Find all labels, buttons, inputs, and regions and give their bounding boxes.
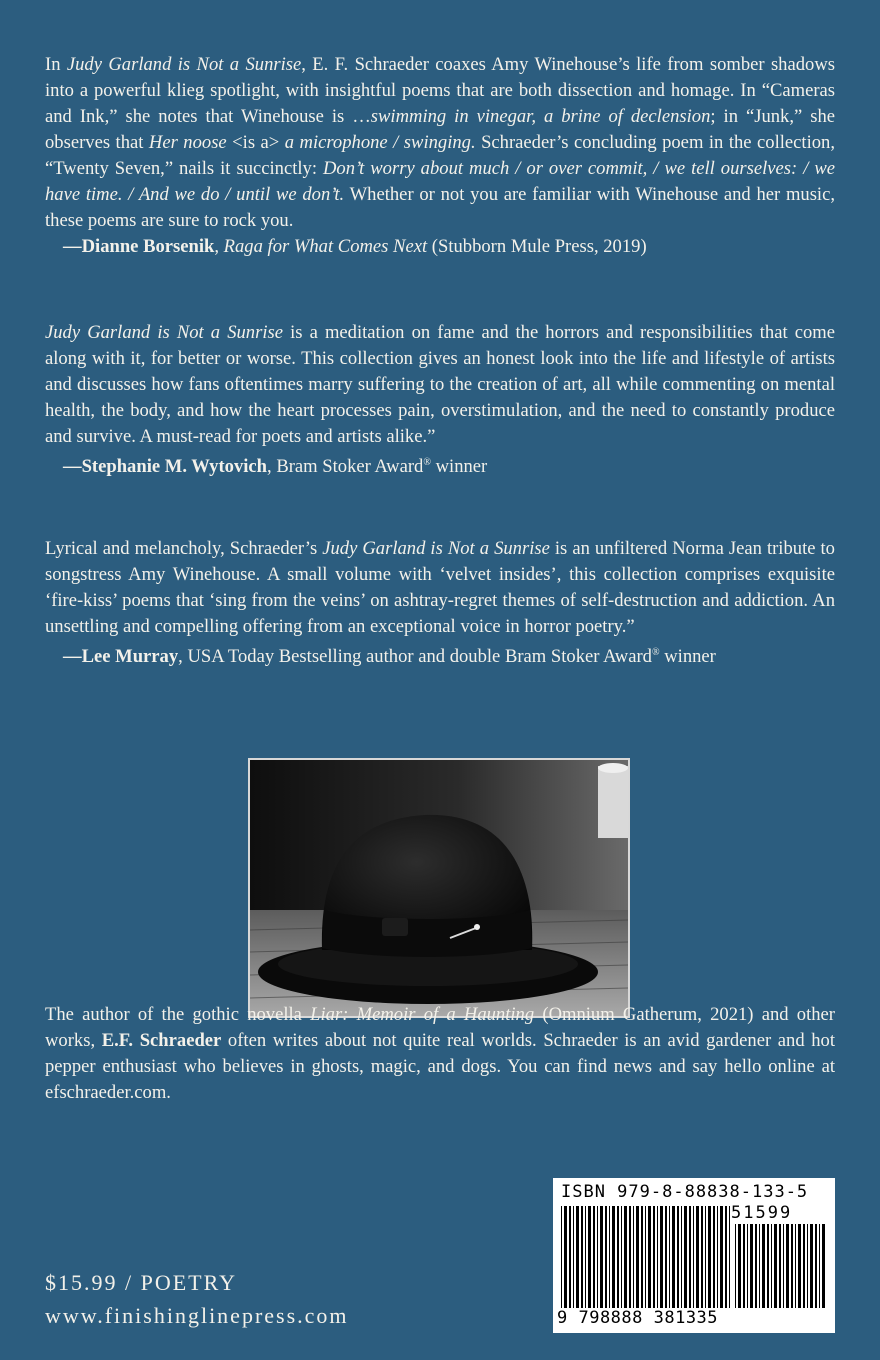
barcode-bar [576, 1206, 579, 1308]
reviewer-name: —Stephanie M. Wytovich [63, 456, 268, 478]
review-text [45, 536, 835, 640]
text-run: In [45, 54, 67, 75]
text-run: <is a> [226, 132, 285, 153]
reviewer-credentials-tail: winner [659, 646, 716, 668]
barcode-bar [633, 1206, 634, 1308]
barcode-bar [653, 1206, 655, 1308]
barcode-bar [636, 1206, 639, 1308]
barcode-bar [713, 1206, 715, 1308]
barcode-bar [624, 1206, 627, 1308]
barcode-bar [585, 1206, 586, 1308]
reviewer-publisher: (Stubborn Mule Press, 2019) [427, 236, 647, 257]
barcode-bar [593, 1206, 595, 1308]
barcode-bar [729, 1206, 730, 1308]
attribution-separator: , [214, 236, 224, 257]
barcode-bar [564, 1206, 567, 1308]
barcode-bar [672, 1206, 675, 1308]
barcode-bar [717, 1206, 718, 1308]
barcode-bar [720, 1206, 723, 1308]
text-run: E.F. Schraeder [101, 1030, 222, 1051]
barcode-bar [597, 1206, 598, 1308]
bio-text [45, 1002, 835, 1106]
barcode-bar [725, 1206, 727, 1308]
barcode-bar [629, 1206, 631, 1308]
text-run: often writes about not quite real worlds. Schraeder is an avid gardener and hot pepper enthusiast who believes in ghosts, magic, and dogs. You can find news and say hello online at efschraeder.com. [45, 1030, 835, 1103]
barcode-bar [645, 1206, 646, 1308]
barcode-bar [569, 1206, 571, 1308]
ean-barcode-bars [561, 1206, 731, 1316]
barcode-bar [762, 1224, 765, 1308]
barcode-bar [738, 1224, 741, 1308]
text-run: Schraeder’s concluding poem in the collection, “Twenty Seven,” nails it succinctly: [45, 132, 835, 179]
bowler-hat-photo [248, 758, 630, 1018]
barcode-bar [786, 1224, 789, 1308]
barcode-bar [735, 1224, 736, 1308]
barcode-bar [561, 1206, 562, 1308]
barcode-bar [791, 1224, 793, 1308]
isbn-label: ISBN 979-8-88838-133-5 [561, 1182, 809, 1202]
barcode-bar [684, 1206, 687, 1308]
barcode-bar [743, 1224, 745, 1308]
text-run: Judy Garland is Not a Sunrise [45, 322, 283, 343]
barcode-bar [573, 1206, 574, 1308]
barcode-bar [755, 1224, 757, 1308]
barcode-bar [807, 1224, 808, 1308]
text-run: , E. F. Schraeder coaxes Amy Winehouse’s life from somber shadows into a powerful klieg spotlight, with insightful poems that are both dissection and homage. In “Cameras and Ink,” she notes that Winehouse is … [45, 54, 835, 127]
text-run: Whether or not you are familiar with Winehouse and her music, these poems are sure to rock you. [45, 184, 836, 231]
text-run: (Omnium Gatherum, 2021) and other works, [45, 1004, 835, 1051]
barcode-bar [696, 1206, 699, 1308]
registered-mark: ® [423, 457, 431, 468]
review-text [45, 52, 835, 234]
barcode-bar [657, 1206, 658, 1308]
reviewer-work: Raga for What Comes Next [223, 236, 428, 257]
text-run: Lyrical and melancholy, Schraeder’s [45, 538, 323, 559]
addon-barcode-bars [735, 1224, 827, 1316]
barcode-bar [747, 1224, 748, 1308]
barcode-bar [701, 1206, 703, 1308]
barcode-bar [693, 1206, 694, 1308]
barcode-bar [705, 1206, 706, 1308]
review-attribution [45, 450, 835, 480]
barcode-bar [669, 1206, 670, 1308]
text-run: The author of the gothic novella [45, 1004, 311, 1025]
reviewer-name: —Lee Murray [63, 646, 179, 668]
text-run: a microphone / swinging. [284, 132, 476, 153]
barcode-bar [605, 1206, 607, 1308]
barcode-bar [774, 1224, 777, 1308]
text-run: Judy Garland is Not a Sunrise [66, 54, 302, 75]
isbn-barcode [553, 1178, 835, 1333]
barcode-bar [660, 1206, 663, 1308]
barcode-bar [767, 1224, 769, 1308]
barcode-bar [798, 1224, 801, 1308]
text-run: ; in “Junk,” she observes that [45, 106, 836, 153]
price-code: 51599 [731, 1203, 793, 1223]
review-dianne-borsenik [45, 52, 835, 260]
barcode-bar [708, 1206, 711, 1308]
barcode-bar [803, 1224, 805, 1308]
barcode-bar [677, 1206, 679, 1308]
barcode-bar [689, 1206, 691, 1308]
barcode-bar [617, 1206, 619, 1308]
review-attribution [45, 234, 835, 260]
text-run: Liar: Memoir of a Haunting [310, 1004, 535, 1025]
review-attribution [45, 640, 835, 670]
review-text [45, 320, 835, 450]
barcode-bar [621, 1206, 622, 1308]
text-run: Her noose [148, 132, 227, 153]
barcode-bar [641, 1206, 643, 1308]
reviewer-credentials-tail: winner [430, 456, 488, 478]
barcode-bar [819, 1224, 820, 1308]
barcode-bar [795, 1224, 796, 1308]
barcode-bar [779, 1224, 781, 1308]
reviewer-credentials: , Bram Stoker Award [267, 456, 424, 478]
barcode-bar [612, 1206, 615, 1308]
price-category: $15.99 / POETRY [45, 1270, 237, 1295]
text-run: is an unfiltered Norma Jean tribute to songstress Amy Winehouse. A small volume with ‘velvet insides’, this collection comprises exquisite ‘fire-kiss’ poems that ‘sing from the veins’ on ashtray-regret themes of self-destruction and addiction. An unsettling and compelling offering from an exceptional voice in horror poetry.” [45, 538, 835, 637]
barcode-bar [759, 1224, 760, 1308]
barcode-bar [822, 1224, 825, 1308]
barcode-bar [600, 1206, 603, 1308]
author-bio [45, 1002, 835, 1106]
barcode-bar [771, 1224, 772, 1308]
barcode-bar [750, 1224, 753, 1308]
text-run: swimming in vinegar, a brine of declension [370, 106, 711, 127]
barcode-bar [648, 1206, 651, 1308]
text-run: is a meditation on fame and the horrors and responsibilities that come along with it, for better or worse. This collection gives an honest look into the life and lifestyle of artists and discusses how fans oftentimes marry suffering to the creation of art, all while commenting on mental health, the body, and how the heart processes pain, overstimulation, and the need to constantly produce and survive. A must-read for poets and artists alike.” [45, 322, 835, 447]
text-run: Judy Garland is Not a Sunrise [322, 538, 550, 559]
barcode-bar [581, 1206, 583, 1308]
text-run: Don’t worry about much / or over commit, / we tell ourselves: / we have time. / And we do / until we don’t. [45, 158, 835, 205]
barcode-bar [665, 1206, 667, 1308]
barcode-bar [815, 1224, 817, 1308]
barcode-bar [588, 1206, 591, 1308]
reviewer-credentials: , USA Today Bestselling author and double Bram Stoker Award [178, 646, 652, 668]
review-stephanie-wytovich [45, 320, 835, 480]
review-lee-murray [45, 536, 835, 670]
barcode-bar [783, 1224, 784, 1308]
publisher-website[interactable]: www.finishinglinepress.com [45, 1303, 349, 1328]
reviewer-name: —Dianne Borsenik [63, 236, 215, 257]
barcode-bar [810, 1224, 813, 1308]
registered-mark: ® [651, 647, 660, 658]
barcode-digits: 9 798888 381335 [557, 1308, 719, 1328]
barcode-bar [609, 1206, 610, 1308]
barcode-bar [681, 1206, 682, 1308]
